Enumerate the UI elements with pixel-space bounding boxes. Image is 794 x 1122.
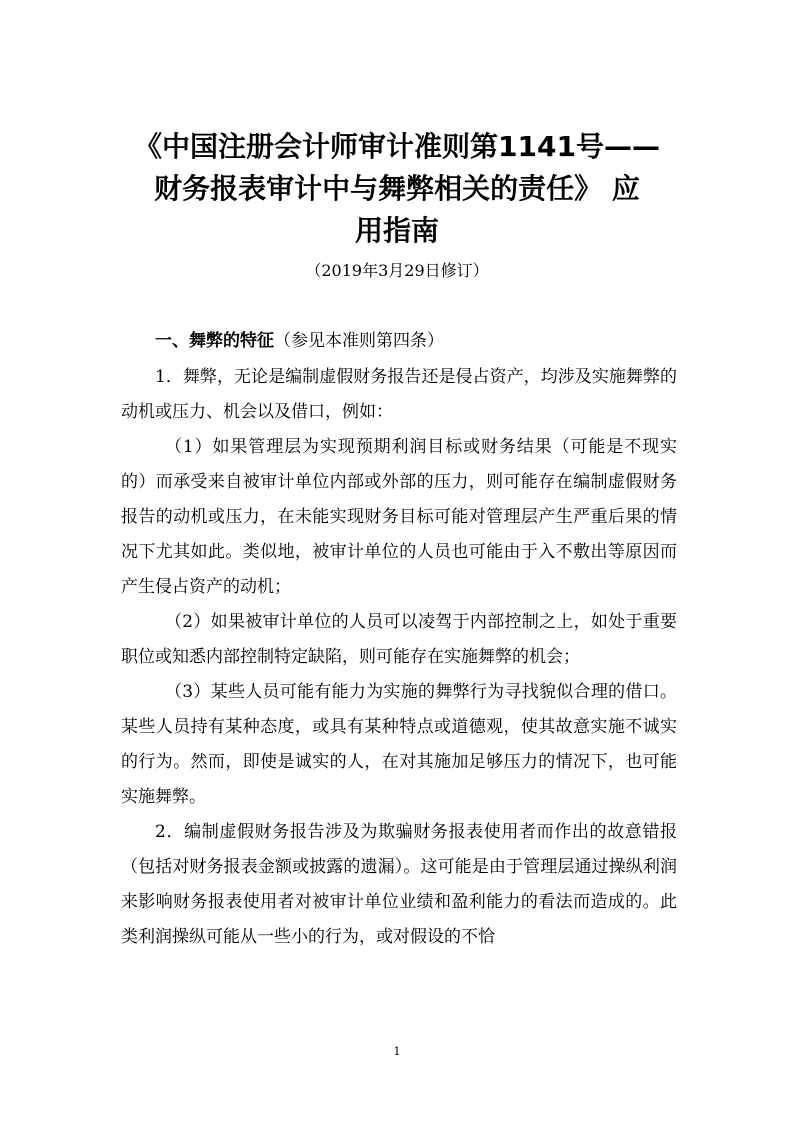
title-line-2: 财务报表审计中与舞弊相关的责任》 应 bbox=[154, 172, 640, 205]
page-number: 1 bbox=[393, 1045, 401, 1058]
title-line-1: 《中国注册会计师审计准则第1141号—— bbox=[134, 130, 660, 163]
section-heading-title: 一、舞弊的特征 bbox=[155, 331, 274, 351]
revision-note: （2019年3月29日修订） bbox=[305, 261, 489, 280]
paragraph-2: 2．编制虚假财务报告涉及为欺骗财务报表使用者而作出的故意错报（包括对财务报表金额或披露的遗漏）。这可能是由于管理层通过操纵利润来影响财务报表使用者对被审计单位业绩和盈利能力的看法而造成的。此类利润操纵可能从一些小的行为，或对假设的不恰 bbox=[121, 822, 677, 947]
document-title bbox=[100, 126, 694, 252]
paragraph-1: 1．舞弊，无论是编制虚假财务报告还是侵占资产，均涉及实施舞弊的动机或压力、机会以及借口，例如： bbox=[121, 367, 677, 422]
paragraph-1-item-2: （2）如果被审计单位的人员可以凌驾于内部控制之上，如处于重要职位或知悉内部控制特定缺陷，则可能存在实施舞弊的机会； bbox=[121, 612, 677, 667]
document-body bbox=[121, 324, 677, 955]
paragraph-1-item-3: （3）某些人员可能有能力为实施的舞弊行为寻找貌似合理的借口。某些人员持有某种态度，或具有某种特点或道德观，使其故意实施不诚实的行为。然而，即使是诚实的人，在对其施加足够压力的情况下，也可能实施舞弊。 bbox=[121, 682, 677, 807]
section-heading bbox=[121, 324, 677, 359]
section-heading-reference: （参见本准则第四条） bbox=[274, 331, 444, 351]
paragraph-1-item-1: （1）如果管理层为实现预期利润目标或财务结果（可能是不现实的）而承受来自被审计单位内部或外部的压力，则可能存在编制虚假财务报告的动机或压力，在未能实现财务目标可能对管理层产生严重后果的情况下尤其如此。类似地，被审计单位的人员也可能由于入不敷出等原因而产生侵占资产的动机； bbox=[121, 437, 677, 597]
title-line-3: 用指南 bbox=[354, 214, 439, 247]
